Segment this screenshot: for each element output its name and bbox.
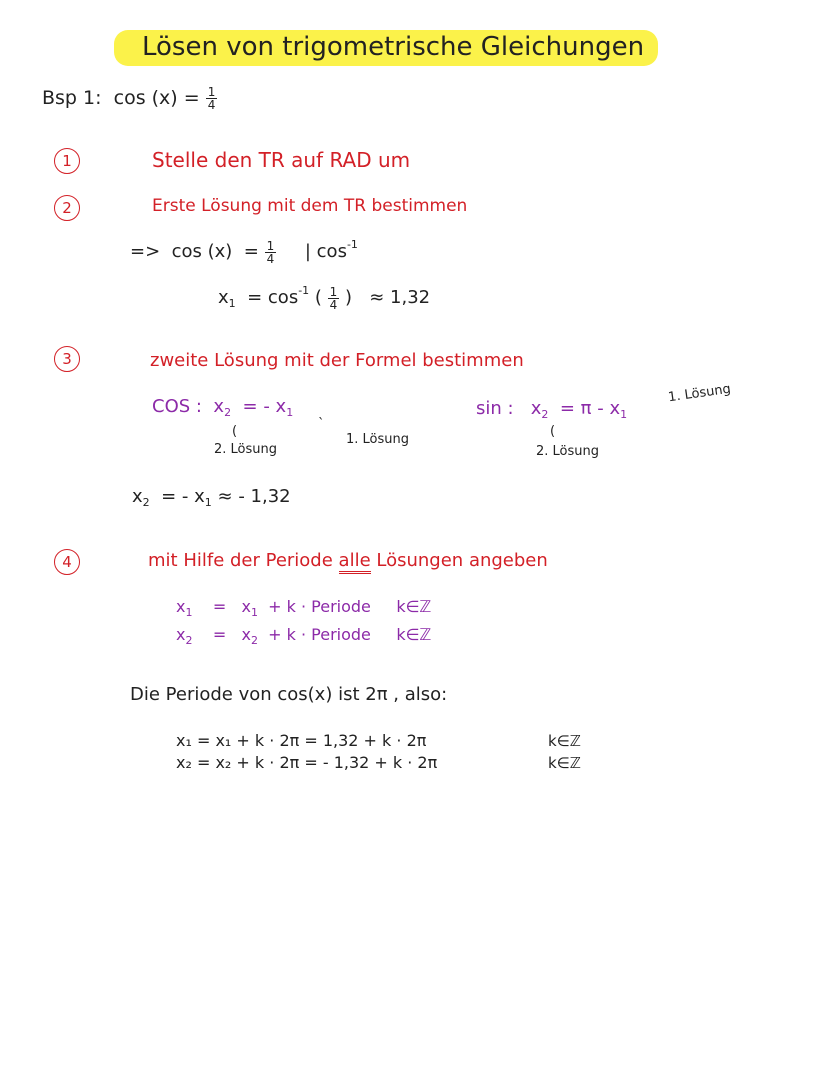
step2-approx: ≈ 1,32 — [369, 287, 431, 308]
step4-row-2: $x_2$ = $x_2 + k$ · Periode k∈ℤ — [176, 625, 432, 647]
implies-arrow: => — [130, 241, 161, 262]
sin-note-2: 2. Lösung — [536, 444, 600, 459]
step-2-number: 2 — [54, 195, 80, 221]
step3-result: $x_2$ = - $x_1$ ≈ - 1,32 — [132, 486, 291, 509]
period-row-2: x₂ = x₂ + k · 2π = - 1,32 + k · 2π — [176, 753, 438, 772]
period-k-labels — [548, 730, 581, 774]
step-4-number: 4 — [54, 549, 80, 575]
step2-fraction: $\frac{1}{4}$ — [266, 238, 275, 266]
period-sentence: Die Periode von cos(x) ist 2π , also: — [130, 684, 448, 705]
cos-mark-1: ` — [318, 417, 325, 432]
step-2-text: Erste Lösung mit dem TR bestimmen — [152, 196, 468, 216]
example-fraction: $\frac{1}{4}$ — [207, 85, 216, 112]
step-1-text: Stelle den TR auf RAD um — [152, 148, 411, 172]
step-3-number: 3 — [54, 346, 80, 372]
step4-row-1: $x_1$ = $x_1 + k$ · Periode k∈ℤ — [176, 597, 432, 619]
cos-note-2: 2. Lösung — [214, 442, 278, 457]
example-line — [42, 86, 217, 111]
period-row-1: x₁ = x₁ + k · 2π = 1,32 + k · 2π — [176, 731, 427, 750]
period-row-1-k: k∈ℤ — [548, 732, 581, 750]
cos-note-1: 1. Lösung — [346, 432, 410, 447]
step-4-text: mit Hilfe der Periode alle Lösungen angeben — [148, 550, 548, 571]
example-label: Bsp 1: — [42, 87, 102, 109]
step2-lhs: cos (x) — [171, 241, 233, 262]
sin-mark-2: ( — [550, 424, 556, 439]
sin-formula: sin : $x_2 = \pi - x_1$ — [476, 398, 628, 421]
example-eq: = — [183, 87, 200, 109]
cos-formula: COS : $x_2$ = - $x_1$ — [152, 396, 294, 419]
example-lhs: cos (x) — [113, 87, 178, 109]
step4-rows — [176, 596, 431, 652]
alle-underlined: alle — [339, 550, 371, 574]
step2-x1-line: $x_1 = \cos^{-1}$ ( $\frac{1}{4}$ ) ≈ 1,32 — [218, 284, 431, 312]
sin-note-1: 1. Lösung — [667, 381, 732, 406]
step2-eq: = — [243, 241, 259, 262]
period-rows — [176, 730, 437, 774]
step2-equation: => cos (x) = $\frac{1}{4}$ | $\cos^{-1}$ — [130, 238, 358, 266]
page-title: Lösen von trigometrische Gleichungen — [114, 30, 658, 66]
step-3-text: zweite Lösung mit der Formel bestimmen — [150, 350, 524, 371]
period-row-2-k: k∈ℤ — [548, 754, 581, 772]
step2-operation: | cos — [304, 241, 347, 262]
step2-x1-fraction: $\frac{1}{4}$ — [329, 284, 338, 312]
cos-mark-2: ( — [232, 424, 238, 439]
step-1-number: 1 — [54, 148, 80, 174]
